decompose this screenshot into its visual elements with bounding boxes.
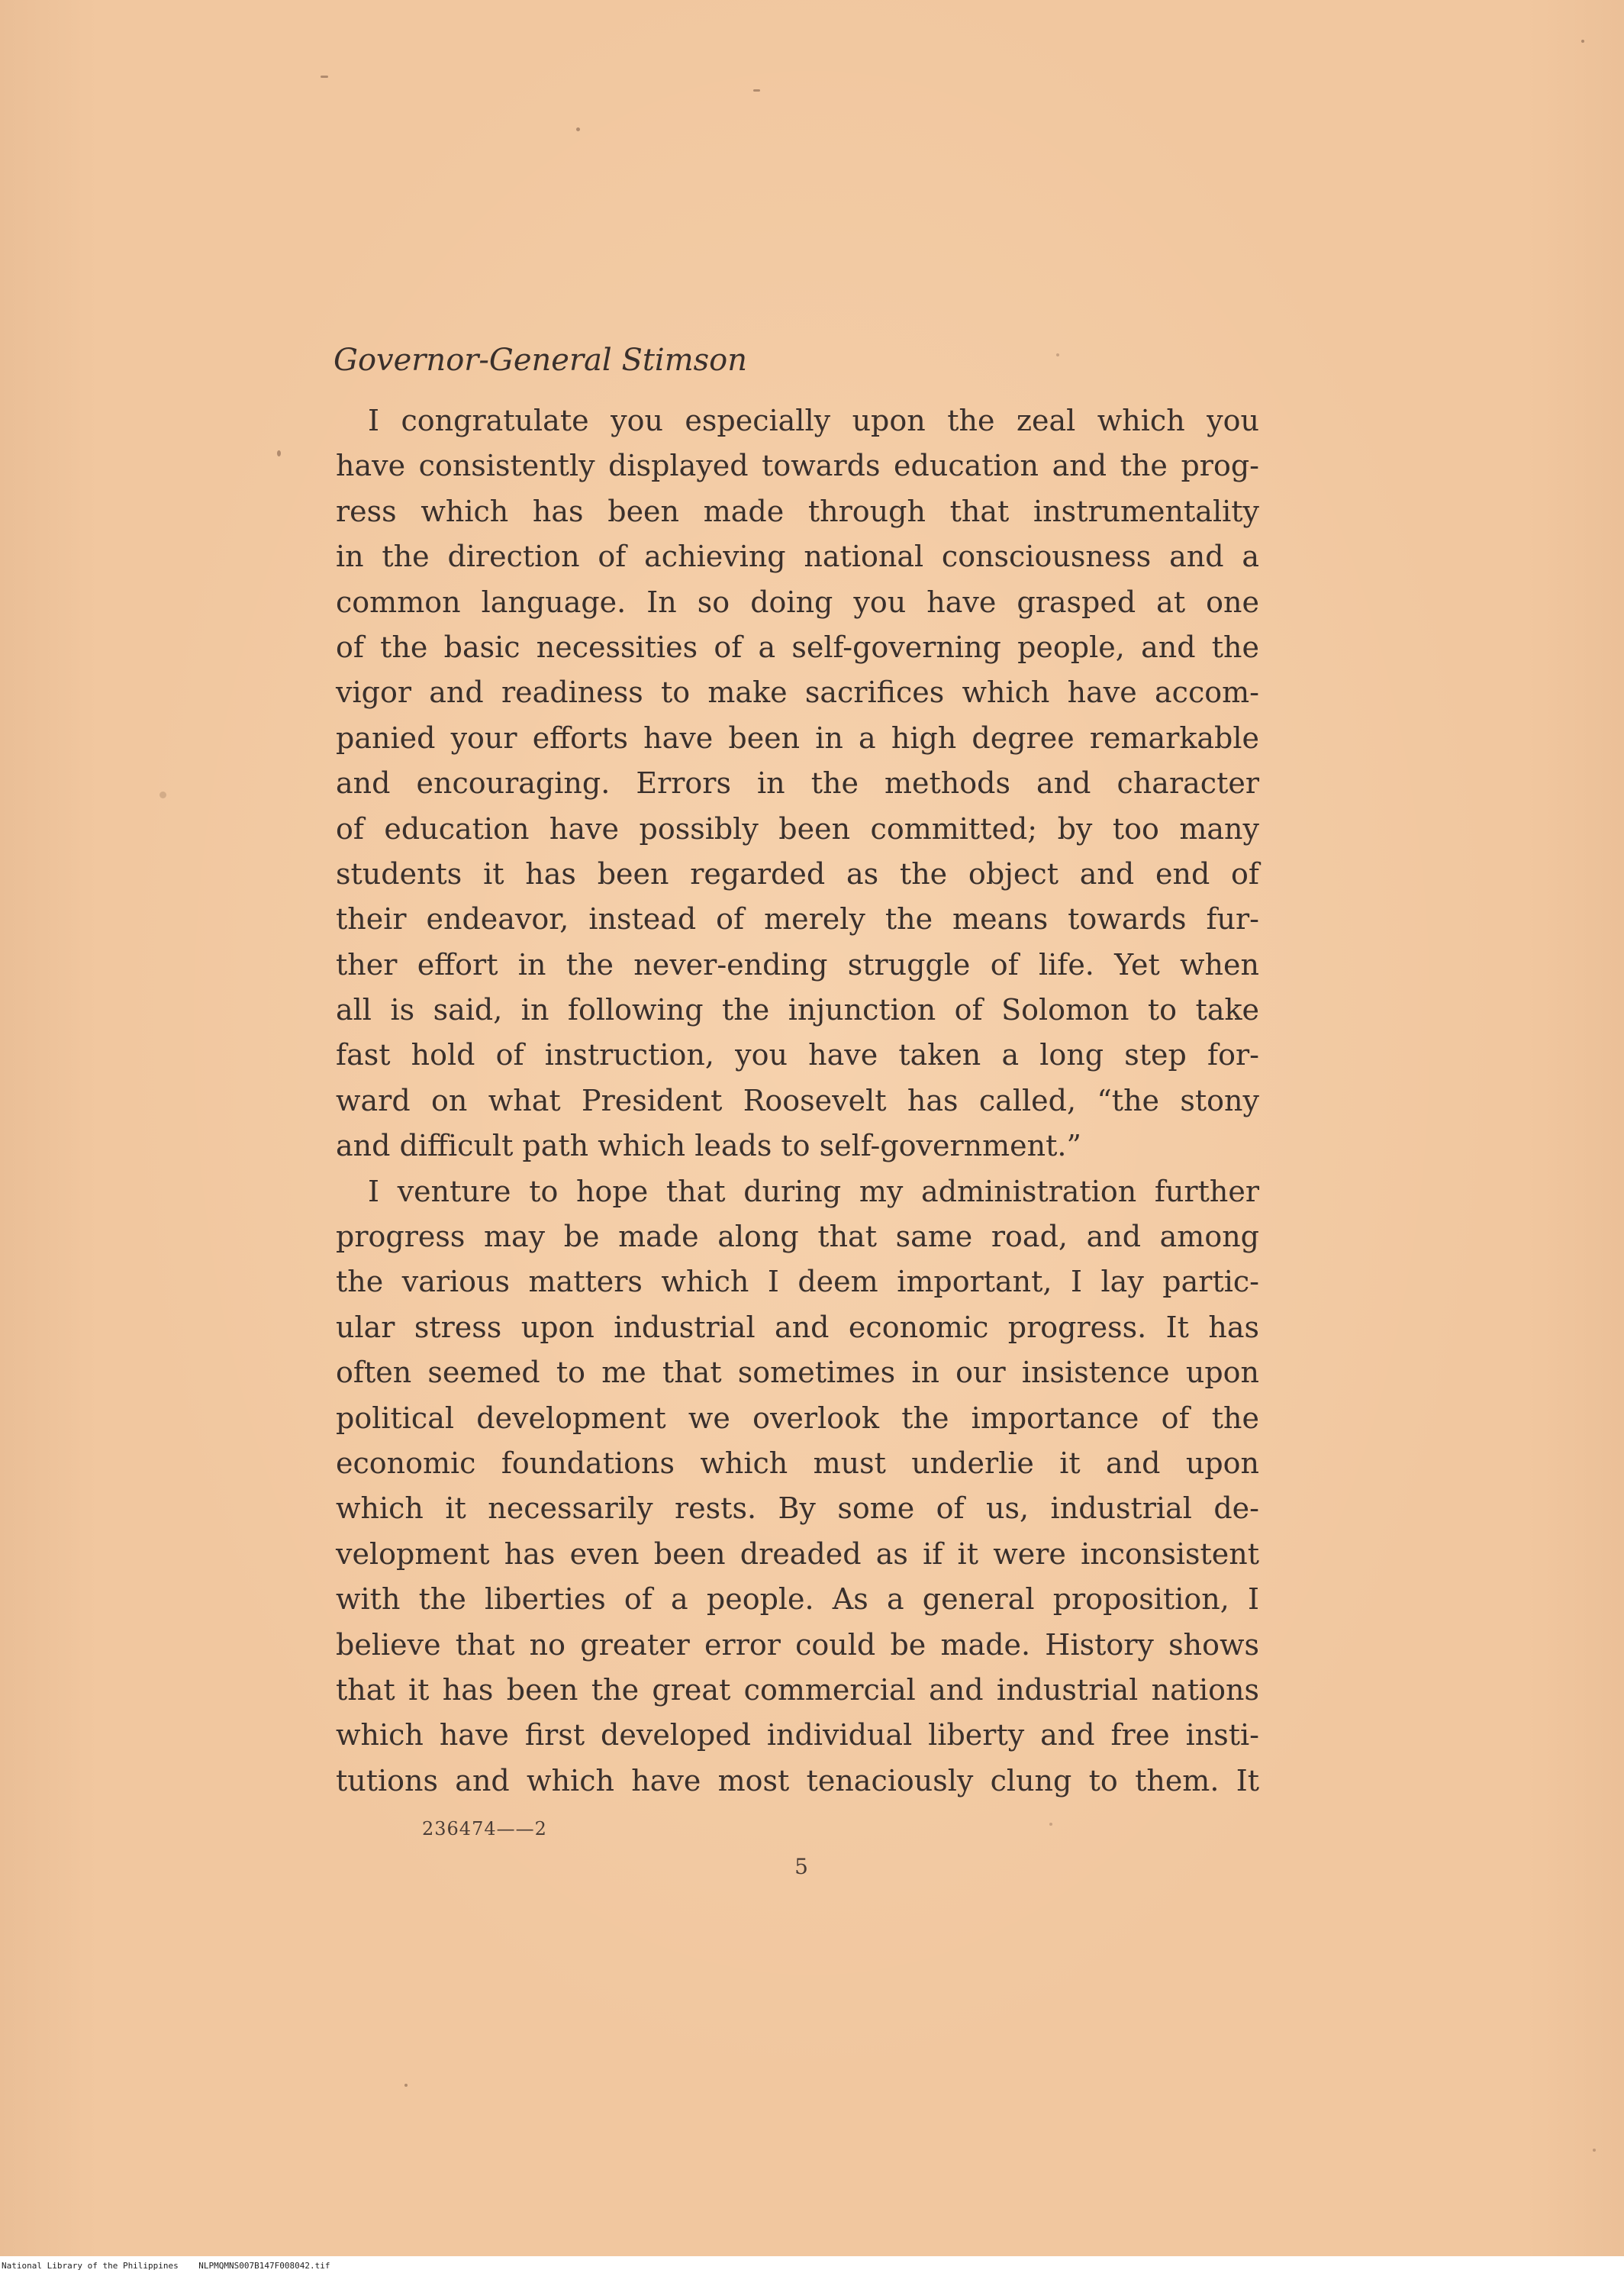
paper-speck (160, 792, 166, 798)
body-text (336, 398, 1259, 1804)
printer-signature-code: 236474——2 (422, 1818, 547, 1839)
paper-speck (321, 76, 328, 78)
text-line: in the direction of achieving national consciousness and a (336, 540, 1259, 574)
text-line: I venture to hope that during my administration further (368, 1174, 1259, 1208)
text-line: and encouraging. Errors in the methods and character (336, 766, 1259, 801)
text-line: velopment has even been dreaded as if it were inconsistent (336, 1536, 1259, 1571)
paper-speck (1056, 353, 1059, 356)
text-line: and difficult path which leads to self-government.” (336, 1129, 1081, 1163)
text-line: which it necessarily rests. By some of us, industrial de- (336, 1491, 1259, 1526)
text-line: have consistently displayed towards education and the prog- (336, 449, 1259, 483)
paper-speck (1049, 1823, 1052, 1826)
paper-speck (1581, 40, 1584, 43)
text-line: their endeavor, instead of merely the means towards fur- (336, 902, 1259, 937)
paper-speck (404, 2084, 408, 2087)
text-line: the various matters which I deem important, I lay partic- (336, 1265, 1259, 1299)
text-line: progress may be made along that same road, and among (336, 1220, 1259, 1254)
text-line: which have first developed individual liberty and free insti- (336, 1718, 1259, 1752)
text-line: panied your efforts have been in a high degree remarkable (336, 721, 1259, 755)
text-line: all is said, in following the injunction of Solomon to take (336, 993, 1259, 1027)
text-line: vigor and readiness to make sacrifices which have accom- (336, 675, 1259, 710)
text-line: ress which has been made through that instrumentality (336, 494, 1259, 528)
text-line: ward on what President Roosevelt has called, “the stony (336, 1083, 1259, 1117)
text-line: students it has been regarded as the object and end of (336, 856, 1259, 891)
text-line: ular stress upon industrial and economic progress. It has (336, 1310, 1259, 1344)
paper-speck (1593, 2149, 1596, 2152)
paper-speck (277, 450, 281, 456)
text-line: common language. In so doing you have grasped at one (336, 585, 1259, 619)
text-line: with the liberties of a people. As a general proposition, I (336, 1582, 1259, 1617)
page-number: 5 (794, 1854, 808, 1879)
paper-speck (576, 127, 580, 131)
text-line: of education have possibly been committed; by too many (336, 811, 1259, 846)
text-line: that it has been the great commercial and industrial nations (336, 1672, 1259, 1707)
text-line: fast hold of instruction, you have taken a long step for- (336, 1038, 1259, 1072)
text-line: ther effort in the never-ending struggle of life. Yet when (336, 947, 1259, 982)
archive-credit: National Library of the Philippines NLPMQMNS007B147F008042.tif (2, 2261, 330, 2271)
paper-speck (753, 89, 760, 92)
text-line: believe that no greater error could be made. History shows (336, 1627, 1259, 1662)
text-line: economic foundations which must underlie it and upon (336, 1446, 1259, 1480)
text-line: of the basic necessities of a self-governing people, and the (336, 630, 1259, 664)
text-line: tutions and which have most tenaciously clung to them. It (336, 1763, 1259, 1797)
text-line: I congratulate you especially upon the zeal which you (368, 404, 1259, 437)
text-line: often seemed to me that sometimes in our insistence upon (336, 1356, 1259, 1390)
section-heading: Governor-General Stimson (334, 343, 748, 378)
text-line: political development we overlook the importance of the (336, 1401, 1259, 1435)
